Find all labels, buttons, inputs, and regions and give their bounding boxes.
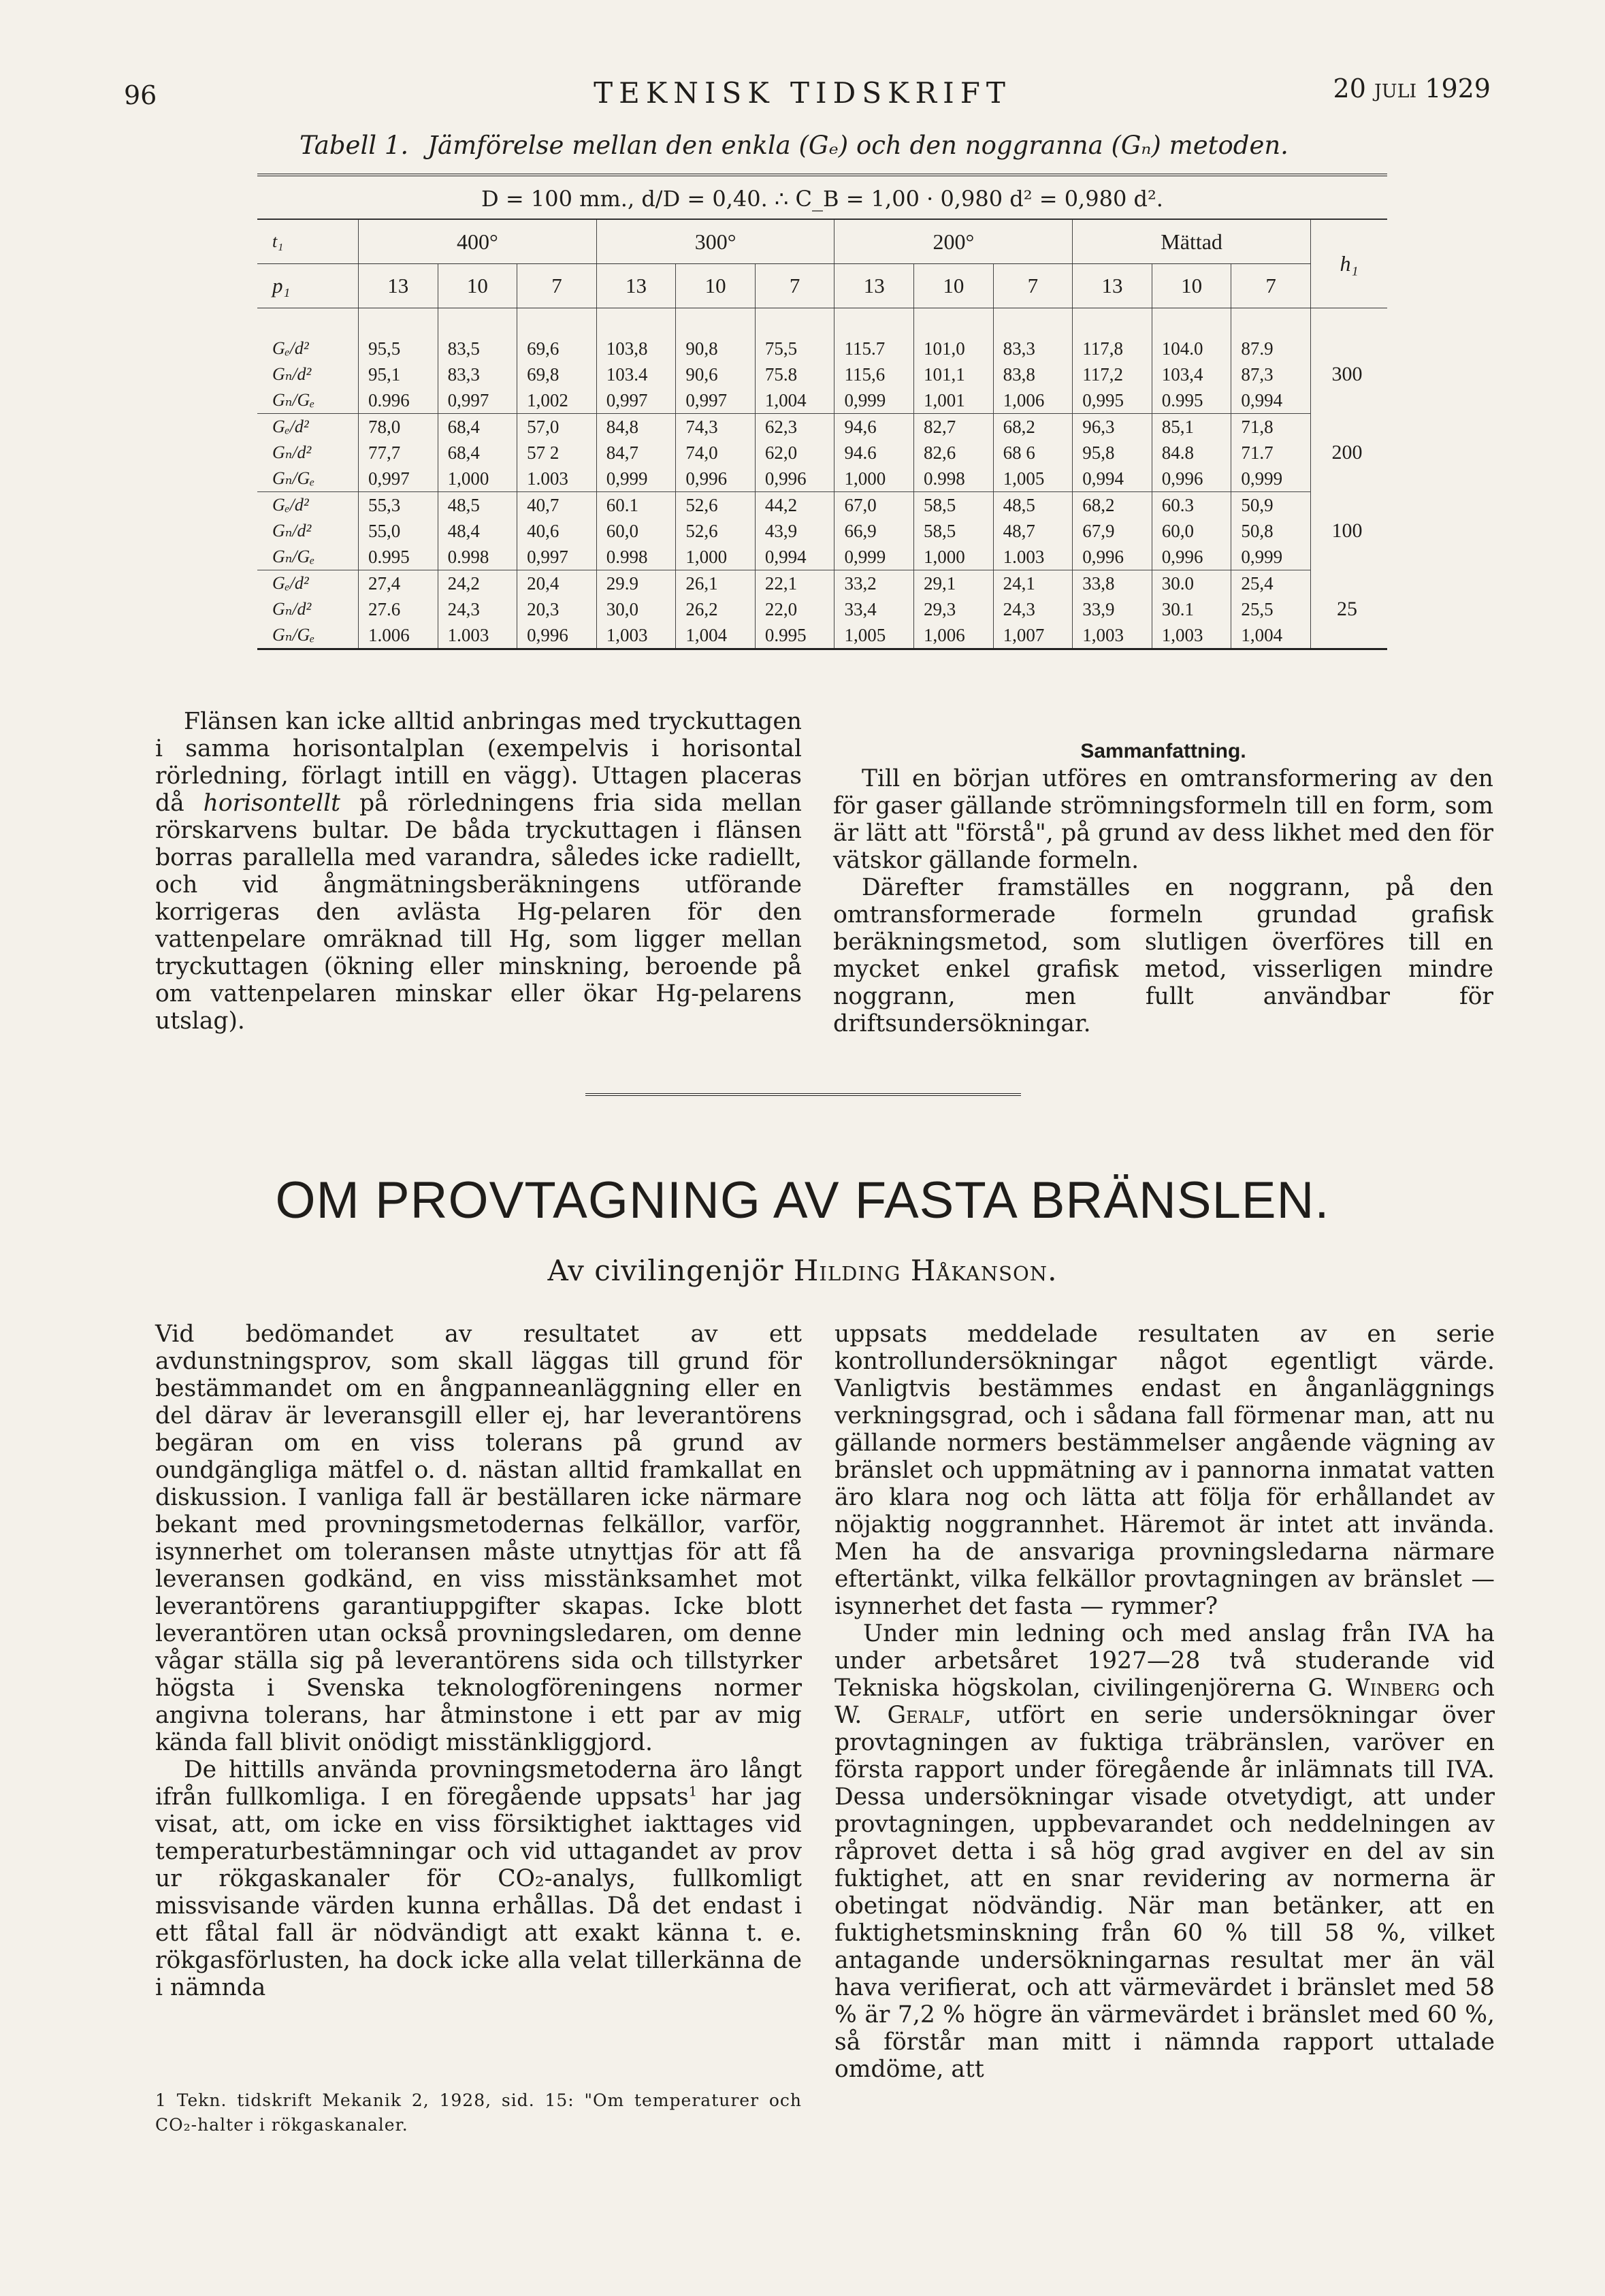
table-cell: 58,5 xyxy=(914,518,994,544)
h1-value: 200 xyxy=(1311,414,1388,492)
table-cell: 0,999 xyxy=(834,544,914,570)
table-row xyxy=(257,440,1387,466)
h1-value: 100 xyxy=(1311,492,1388,570)
table-cell: 24,3 xyxy=(438,596,517,622)
table-cell: 0,996 xyxy=(1073,544,1152,570)
article-paragraph: uppsats meddelade resultaten av en serie kontrollundersökningar något egentligt värde. Vanligtvis bestämmes endast en ånganläggnings verkningsgrad, och i sådana fall förmenar man, att nu gällande normers bestämmelser angående vägning av bränslet och uppmätning av i pannorna inmatat vatten äro klara nog och lätta att följa för erhållandet av nöjaktig noggrannhet. Häremot är intet att invända. Men ha de ansvariga provningsledarna närmare eftertänkt, vilka felkällor provtagningen av bränslet — isynnerhet det fasta — rymmer? xyxy=(834,1321,1495,1620)
table-cell: 68,2 xyxy=(1073,492,1152,519)
pressure-header: 10 xyxy=(438,264,517,308)
footnote xyxy=(155,2088,802,2137)
table-cell: 52,6 xyxy=(676,518,756,544)
temp-header: 200° xyxy=(834,220,1073,264)
pressure-header: 7 xyxy=(993,264,1073,308)
table-cell: 33,8 xyxy=(1073,570,1152,597)
table-cell: 68 6 xyxy=(993,440,1073,466)
issue-month: juli xyxy=(1374,74,1417,103)
table-row xyxy=(257,308,1387,362)
table-cell: 24,3 xyxy=(993,596,1073,622)
pressure-header: 7 xyxy=(755,264,834,308)
paragraph-text: och W. xyxy=(834,1675,1495,1729)
table-cell: 74,3 xyxy=(676,414,756,440)
table-cell: 83,8 xyxy=(993,361,1073,387)
table-cell: 24,2 xyxy=(438,570,517,597)
h1-label: h₁ xyxy=(1311,220,1388,308)
table-cell: 1,001 xyxy=(914,387,994,414)
table-cell: 84,8 xyxy=(596,414,676,440)
table-cell: 0.995 xyxy=(1152,387,1231,414)
table-cell: 20,4 xyxy=(517,570,597,597)
table-cell: 0,995 xyxy=(1073,387,1152,414)
table-cell: 84,7 xyxy=(596,440,676,466)
table-cell: 57,0 xyxy=(517,414,597,440)
table-cell: 25,4 xyxy=(1231,570,1311,597)
emphasis-text: horisontellt xyxy=(203,790,341,817)
footnote-ref: 1 xyxy=(688,1783,698,1800)
table-row xyxy=(257,596,1387,622)
table-cell: 1.003 xyxy=(517,466,597,492)
row-label: Gₙ/d² xyxy=(272,521,312,540)
table-cell: 96,3 xyxy=(1073,414,1152,440)
table-cell: 29.9 xyxy=(596,570,676,597)
row-label: Gₙ/Gₑ xyxy=(272,625,315,645)
table-cell: 0.996 xyxy=(359,387,438,414)
issue-day: 20 xyxy=(1333,74,1366,103)
table-cell: 33,4 xyxy=(834,596,914,622)
table-row xyxy=(257,570,1387,597)
article-title: OM PROVTAGNING AV FASTA BRÄNSLEN. xyxy=(275,1171,1330,1229)
pressure-header-row xyxy=(257,264,1387,308)
table-cell: 90,8 xyxy=(676,308,756,362)
table-cell: 69,6 xyxy=(517,308,597,362)
table-cell: 85,1 xyxy=(1152,414,1231,440)
table-cell: 104.0 xyxy=(1152,308,1231,362)
issue-date xyxy=(1333,74,1491,103)
table-cell: 117,2 xyxy=(1073,361,1152,387)
table-cell: 1,002 xyxy=(517,387,597,414)
temperature-header-row xyxy=(257,220,1387,264)
journal-title: TEKNISK TIDSKRIFT xyxy=(594,76,1011,110)
table-cell: 0,997 xyxy=(359,466,438,492)
table-cell: 60,0 xyxy=(1152,518,1231,544)
table-cell: 27,4 xyxy=(359,570,438,597)
table-cell: 0.995 xyxy=(755,622,834,648)
table-cell: 26,1 xyxy=(676,570,756,597)
pressure-header: 7 xyxy=(517,264,597,308)
row-label: Gₑ/d² xyxy=(272,338,309,358)
table-cell: 1,007 xyxy=(993,622,1073,648)
table-cell: 50,9 xyxy=(1231,492,1311,519)
table-cell: 78,0 xyxy=(359,414,438,440)
table-cell: 25,5 xyxy=(1231,596,1311,622)
table-cell: 115,6 xyxy=(834,361,914,387)
table-cell: 55,3 xyxy=(359,492,438,519)
table-cell: 1,003 xyxy=(1073,622,1152,648)
table-cell: 77,7 xyxy=(359,440,438,466)
temp-header: Mättad xyxy=(1073,220,1311,264)
table-cell: 90,6 xyxy=(676,361,756,387)
flange-paragraph-column xyxy=(155,708,802,1035)
table-cell: 0,996 xyxy=(755,466,834,492)
table-cell: 101,0 xyxy=(914,308,994,362)
row-label: Gₑ/d² xyxy=(272,573,309,593)
row-label: Gₑ/d² xyxy=(272,417,309,436)
table-cell: 0,996 xyxy=(676,466,756,492)
table-cell: 33,2 xyxy=(834,570,914,597)
table-cell: 0,996 xyxy=(1152,466,1231,492)
person-name: Geralf xyxy=(887,1702,964,1729)
table-cell: 1.003 xyxy=(993,544,1073,570)
t1-label: t₁ xyxy=(257,220,359,264)
table-cell: 1,004 xyxy=(1231,622,1311,648)
table-cell: 30.0 xyxy=(1152,570,1231,597)
table-cell: 1,006 xyxy=(914,622,994,648)
table-cell: 66,9 xyxy=(834,518,914,544)
table-cell: 1,000 xyxy=(834,466,914,492)
flange-paragraph xyxy=(155,708,802,1035)
table-cell: 95,5 xyxy=(359,308,438,362)
table-cell: 0.995 xyxy=(359,544,438,570)
pressure-header: 10 xyxy=(1152,264,1231,308)
temp-header: 400° xyxy=(359,220,597,264)
table-cell: 1,000 xyxy=(438,466,517,492)
row-label: Gₙ/d² xyxy=(272,599,312,619)
issue-year: 1929 xyxy=(1425,74,1491,103)
table-cell: 82,7 xyxy=(914,414,994,440)
byline-prefix: Av civilingenjör xyxy=(547,1254,784,1287)
table-cell: 83,3 xyxy=(438,361,517,387)
table-cell: 75.8 xyxy=(755,361,834,387)
table-row xyxy=(257,361,1387,387)
summary-paragraph: Till en början utföres en omtransformering av den för gaser gällande strömningsformeln till en form, som är lätt att "förstå", på grund av dess likhet med den för vätskor gällande formeln. xyxy=(833,765,1493,874)
person-name: Winberg xyxy=(1346,1675,1440,1702)
table-cell: 60.1 xyxy=(596,492,676,519)
table-cell: 67,0 xyxy=(834,492,914,519)
table-cell: 117,8 xyxy=(1073,308,1152,362)
table-number: Tabell 1. xyxy=(299,131,409,160)
table-cell: 48,5 xyxy=(993,492,1073,519)
table-cell: 1,006 xyxy=(993,387,1073,414)
table-cell: 115.7 xyxy=(834,308,914,362)
table-cell: 0.998 xyxy=(914,466,994,492)
table-cell: 48,5 xyxy=(438,492,517,519)
table-cell: 87,3 xyxy=(1231,361,1311,387)
table-cell: 83,5 xyxy=(438,308,517,362)
table-cell: 22,1 xyxy=(755,570,834,597)
data-table xyxy=(257,220,1387,648)
table-cell: 60,0 xyxy=(596,518,676,544)
table-cell: 101,1 xyxy=(914,361,994,387)
table-cell: 0,997 xyxy=(438,387,517,414)
table-cell: 1,000 xyxy=(676,544,756,570)
table-cell: 1,005 xyxy=(993,466,1073,492)
paragraph-text: har jag visat, att, om icke en viss försiktighet iakttages vid temperaturbestämningar och vid uttagandet av prov ur rökgaskanaler för CO₂-analys, fullkomligt missvisande värden kunna erhållas. Då det endast i ett fåtal fall är nödvändigt att exakt känna t. e. rökgasförlusten, ha dock icke alla velat tillerkänna de i nämnda xyxy=(155,1783,802,2001)
section-divider xyxy=(585,1093,1021,1100)
table-cell: 1,004 xyxy=(676,622,756,648)
table-row xyxy=(257,387,1387,414)
row-label: Gₙ/Gₑ xyxy=(257,387,359,414)
article-paragraph xyxy=(155,1756,802,2001)
table-cell: 29,3 xyxy=(914,596,994,622)
table-cell: 48,4 xyxy=(438,518,517,544)
table-condition: D = 100 mm., d/D = 0,40. ∴ C_B = 1,00 · 0,980 d² = 0,980 d². xyxy=(257,176,1387,220)
table-cell: 1,003 xyxy=(596,622,676,648)
table-cell: 58,5 xyxy=(914,492,994,519)
table-cell: 44,2 xyxy=(755,492,834,519)
table-cell: 87.9 xyxy=(1231,308,1311,362)
table-cell: 24,1 xyxy=(993,570,1073,597)
table-cell: 67,9 xyxy=(1073,518,1152,544)
pressure-header: 7 xyxy=(1231,264,1311,308)
h1-value: 300 xyxy=(1311,308,1388,414)
table-cell: 57 2 xyxy=(517,440,597,466)
table-cell: 103.4 xyxy=(596,361,676,387)
byline xyxy=(0,1254,1605,1287)
table-row xyxy=(257,544,1387,570)
row-label: Gₑ/d² xyxy=(272,495,309,515)
table-cell: 82,6 xyxy=(914,440,994,466)
article-paragraph xyxy=(834,1620,1495,2083)
table-cell: 40,6 xyxy=(517,518,597,544)
row-label: Gₙ/Gₑ xyxy=(257,544,359,570)
table-cell: 0,997 xyxy=(517,544,597,570)
table-cell: 75,5 xyxy=(755,308,834,362)
pressure-header: 13 xyxy=(359,264,438,308)
table-cell: 1.006 xyxy=(359,622,438,648)
table-cell: 0,996 xyxy=(1152,544,1231,570)
comparison-table xyxy=(257,174,1387,650)
footnote-number: 1 xyxy=(155,2090,167,2110)
table-cell: 33,9 xyxy=(1073,596,1152,622)
table-cell: 71,8 xyxy=(1231,414,1311,440)
summary-column xyxy=(833,738,1493,1037)
pressure-header: 13 xyxy=(834,264,914,308)
table-cell: 20,3 xyxy=(517,596,597,622)
table-cell: 95,1 xyxy=(359,361,438,387)
table-cell: 0.998 xyxy=(596,544,676,570)
table-cell: 1,004 xyxy=(755,387,834,414)
paragraph-text: Under min ledning och med anslag från IVA ha under arbetsåret 1927—28 två studerande vid Tekniska högskolan, civilingenjörerna G. xyxy=(834,1620,1495,1702)
table-cell: 1,003 xyxy=(1152,622,1231,648)
table-cell: 0.998 xyxy=(438,544,517,570)
table-cell: 0,999 xyxy=(596,466,676,492)
author-name: Hilding Håkanson. xyxy=(793,1254,1058,1287)
table-cell: 29,1 xyxy=(914,570,994,597)
table-cell: 0,994 xyxy=(755,544,834,570)
table-cell: 40,7 xyxy=(517,492,597,519)
article-right-column xyxy=(834,1321,1495,2083)
table-cell: 1.003 xyxy=(438,622,517,648)
table-cell: 0,999 xyxy=(834,387,914,414)
table-cell: 1,000 xyxy=(914,544,994,570)
page-number: 96 xyxy=(124,80,157,110)
table-cell: 69,8 xyxy=(517,361,597,387)
table-row xyxy=(257,518,1387,544)
row-label: Gₙ/d² xyxy=(272,364,312,384)
h1-value: 25 xyxy=(1311,570,1388,649)
table-cell: 50,8 xyxy=(1231,518,1311,544)
table-row xyxy=(257,492,1387,519)
table-cell: 0,994 xyxy=(1073,466,1152,492)
table-cell: 62,3 xyxy=(755,414,834,440)
table-cell: 27.6 xyxy=(359,596,438,622)
table-cell: 103,4 xyxy=(1152,361,1231,387)
table-title: Jämförelse mellan den enkla (Gₑ) och den noggranna (Gₙ) metoden. xyxy=(427,131,1288,160)
table-cell: 74,0 xyxy=(676,440,756,466)
pressure-header: 13 xyxy=(596,264,676,308)
paragraph-text: , utfört en serie undersökningar över provtagningen av fuktiga träbränslen, varöver en första rapport under föregående år inlämnats till IVA. Dessa undersökningar visade otvetydigt, att under provtagningen, uppbevarandet och neddelningen av råprovet detta i så hög grad avgiver en del av sin fuktighet, att en snar revidering av normerna är obetingat nödvändig. När man betänker, att en fuktighetsminskning från 60 % till 58 %, vilket antagande undersökningarnas resultat mer än väl hava verifierat, och att värmevärdet i bränslet med 58 % är 7,2 % högre än värmevärdet i bränslet med 60 %, så förstår man mitt i nämnda rapport uttalade omdöme, att xyxy=(834,1702,1495,2083)
table-cell: 71.7 xyxy=(1231,440,1311,466)
article-left-column xyxy=(155,1321,802,2001)
table-cell: 30,0 xyxy=(596,596,676,622)
table-cell: 30.1 xyxy=(1152,596,1231,622)
pressure-header: 10 xyxy=(676,264,756,308)
temp-header: 300° xyxy=(596,220,834,264)
table-cell: 0,997 xyxy=(596,387,676,414)
table-cell: 68,4 xyxy=(438,440,517,466)
table-cell: 22,0 xyxy=(755,596,834,622)
table-cell: 95,8 xyxy=(1073,440,1152,466)
footnote-text: Tekn. tidskrift Mekanik 2, 1928, sid. 15: "Om temperaturer och CO₂-halter i rökgaskanaler. xyxy=(155,2090,802,2135)
row-label: Gₙ/d² xyxy=(272,442,312,462)
summary-paragraph: Därefter framställes en noggrann, på den omtransformerade formeln grundad grafisk beräkningsmetod, som slutligen överföres till en mycket enkel grafisk metod, visserligen mindre noggrann, men fullt användbar för driftsundersökningar. xyxy=(833,874,1493,1037)
table-cell: 0,996 xyxy=(517,622,597,648)
table-cell: 68,4 xyxy=(438,414,517,440)
article-paragraph: Vid bedömandet av resultatet av ett avdunstningsprov, som skall läggas till grund för bestämmandet om en ångpanneanläggning eller en del därav är leveransgill eller ej, har leverantörens begäran om en viss tolerans på grund av oundgängliga mätfel o. d. nästan alltid framkallat en diskussion. I vanliga fall är beställaren icke närmare bekant med provningsmetodernas felkällor, varför, isynnerhet om toleransen måste utnyttjas för att få leveransen godkänd, en viss misstänksamhet mot leverantörens garantiuppgifter skapas. Icke blott leverantören utan också provningsledaren, om denne vågar ställa sig på leverantörens sida och tillstyrker högsta i Svenska teknologföreningens normer angivna tolerans, har åtminstone i ett par av mig kända fall blivit onödigt misstänkliggjord. xyxy=(155,1321,802,1756)
table-cell: 84.8 xyxy=(1152,440,1231,466)
table-row xyxy=(257,414,1387,440)
table-cell: 60.3 xyxy=(1152,492,1231,519)
table-cell: 26,2 xyxy=(676,596,756,622)
paragraph-text: De hittills använda provningsmetoderna äro långt ifrån fullkomliga. I en föregående uppsats xyxy=(155,1756,802,1811)
table-cell: 0,999 xyxy=(1231,544,1311,570)
table-cell: 52,6 xyxy=(676,492,756,519)
table-cell: 62,0 xyxy=(755,440,834,466)
table-cell: 83,3 xyxy=(993,308,1073,362)
table-cell: 0,994 xyxy=(1231,387,1311,414)
table-cell: 0,997 xyxy=(676,387,756,414)
summary-heading: Sammanfattning. xyxy=(1080,740,1246,762)
pressure-header: 10 xyxy=(914,264,994,308)
paragraph-text: på rörledningens fria sida mellan rörskarvens bultar. De båda tryckuttagen i flänsen borras parallella med varandra, således icke radiellt, och vid ångmätningsberäkningens utförande korrigeras den avlästa Hg-pelaren för den vattenpelare omräknad till Hg, som ligger mellan tryckuttagen (ökning eller minskning, beroende på om vattenpelaren minskar eller ökar Hg-pelarens utslag). xyxy=(155,790,802,1035)
table-cell: 55,0 xyxy=(359,518,438,544)
p1-label: p₁ xyxy=(257,264,359,308)
table-cell: 103,8 xyxy=(596,308,676,362)
table-cell: 43,9 xyxy=(755,518,834,544)
table-cell: 68,2 xyxy=(993,414,1073,440)
pressure-header: 13 xyxy=(1073,264,1152,308)
table-cell: 1,005 xyxy=(834,622,914,648)
table-cell: 0,999 xyxy=(1231,466,1311,492)
row-label: Gₙ/Gₑ xyxy=(257,466,359,492)
paragraph-text: Flänsen kan icke alltid anbringas med tryckuttagen i samma horisontalplan (exempelvis i horisontal rörledning, förlagt intill en vägg). Uttagen placeras då xyxy=(155,708,802,817)
table-row xyxy=(257,466,1387,492)
table-caption xyxy=(299,131,1288,160)
table-row xyxy=(257,622,1387,648)
table-cell: 48,7 xyxy=(993,518,1073,544)
table-cell: 94,6 xyxy=(834,414,914,440)
table-cell: 94.6 xyxy=(834,440,914,466)
